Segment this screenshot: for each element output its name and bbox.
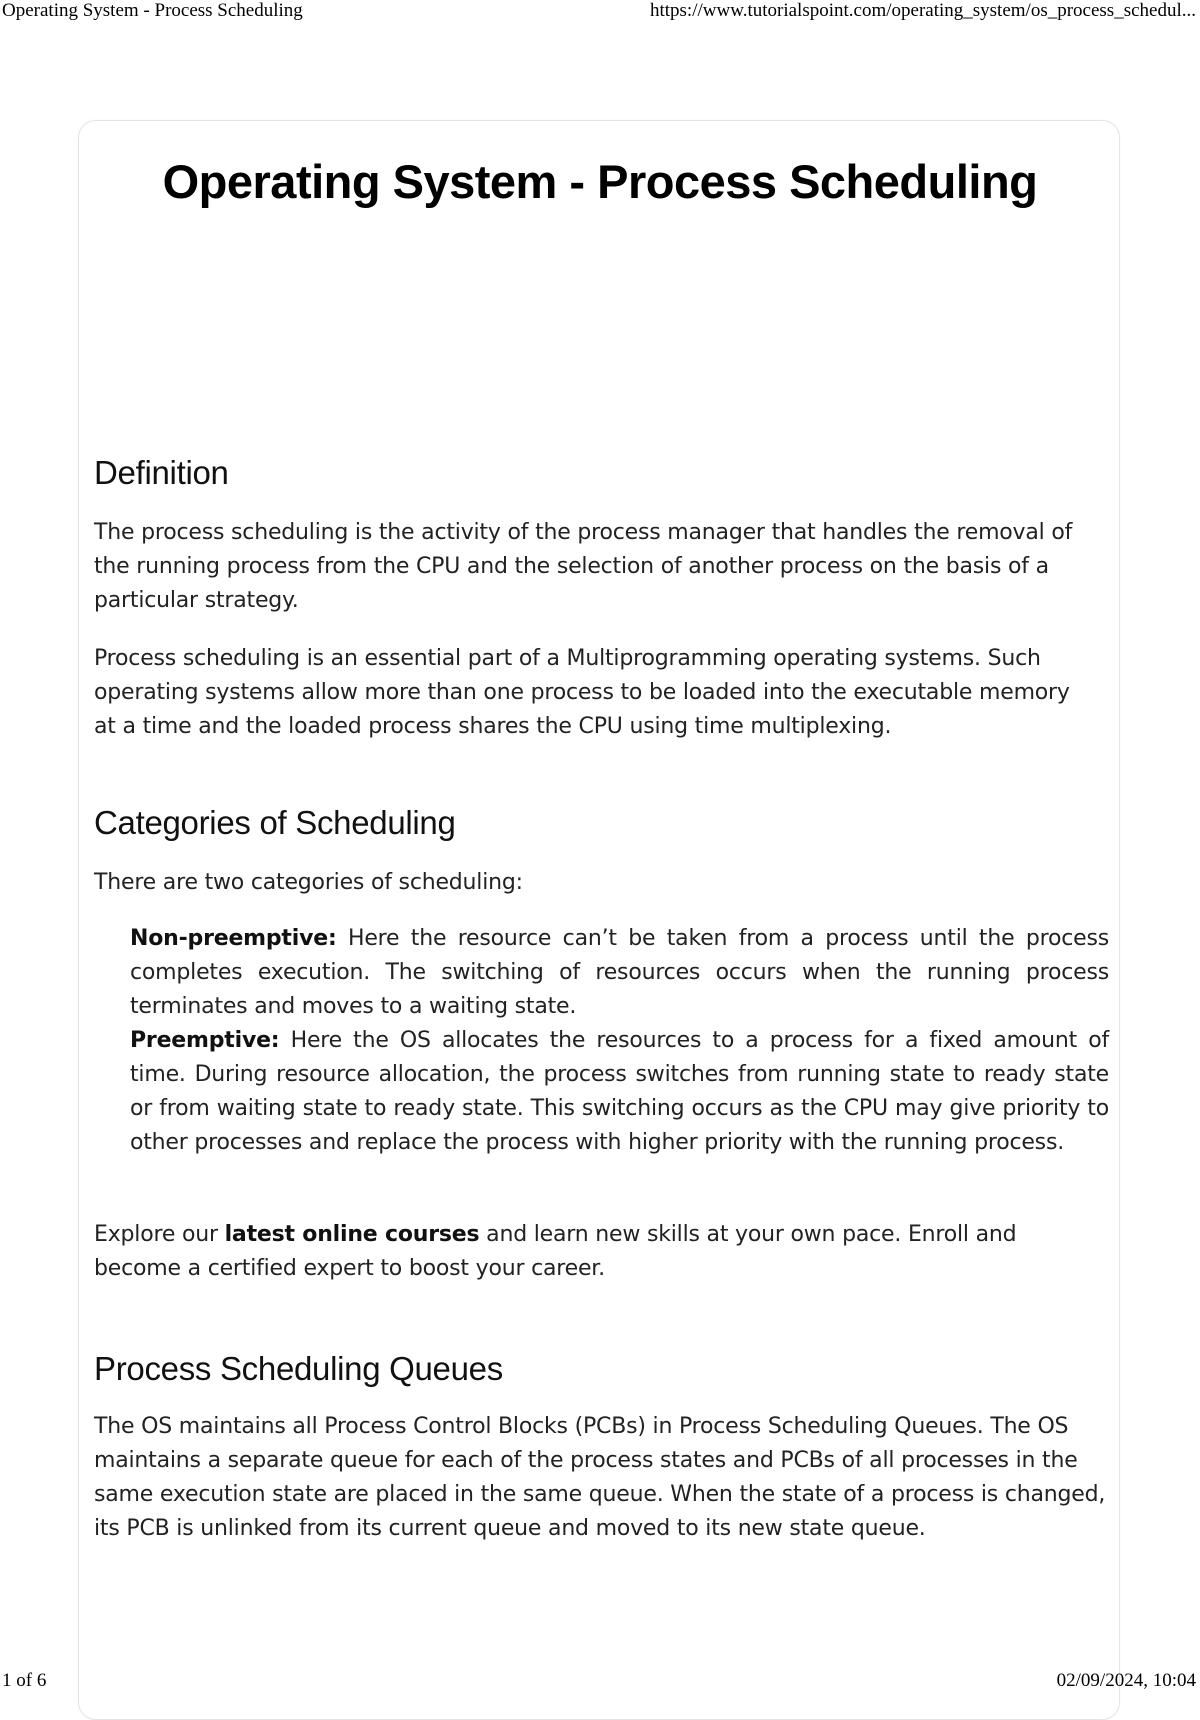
promo-before: Explore our bbox=[94, 1222, 225, 1247]
definition-paragraph-2: Process scheduling is an essential part of a Multiprogramming operating systems. Such operating systems allow more than one process to be loaded into the executable memory at a time and the loaded process shares the CPU using time multiplexing. bbox=[94, 646, 1070, 739]
print-header-title: Operating System - Process Scheduling bbox=[2, 0, 303, 21]
list-item-term: Preemptive: bbox=[130, 1028, 280, 1053]
latest-courses-link[interactable]: latest online courses bbox=[224, 1222, 480, 1247]
list-item bbox=[130, 1024, 1109, 1160]
list-item-text: Here the resource can’t be taken from a process until the process completes execution. The switching of resources occurs when the running process terminates and moves to a waiting state. bbox=[130, 926, 1109, 1019]
categories-list bbox=[130, 922, 1109, 1160]
print-header bbox=[0, 0, 1200, 26]
categories-intro: There are two categories of scheduling: bbox=[94, 870, 523, 895]
queues-heading: Process Scheduling Queues bbox=[94, 1350, 503, 1387]
promo-after: and learn new skills at your own pace. Enroll and become a certified expert to boost your career. bbox=[94, 1222, 1017, 1281]
list-item bbox=[130, 922, 1109, 1024]
print-datetime: 02/09/2024, 10:04 bbox=[1056, 1670, 1196, 1691]
page-counter: 1 of 6 bbox=[2, 1670, 47, 1691]
list-item-term: Non-preemptive: bbox=[130, 926, 337, 951]
definition-paragraph-1: The process scheduling is the activity of the process manager that handles the removal of the running process from the CPU and the selection of another process on the basis of a particular strategy. bbox=[94, 520, 1073, 613]
print-header-url: https://www.tutorialspoint.com/operating_system/os_process_schedul... bbox=[649, 0, 1196, 21]
courses-promo bbox=[94, 1218, 1094, 1286]
page-title: Operating System - Process Scheduling bbox=[162, 155, 1038, 208]
queues-paragraph: The OS maintains all Process Control Blocks (PCBs) in Process Scheduling Queues. The OS maintains a separate queue for each of the process states and PCBs of all processes in the same execution state are placed in the same queue. When the state of a process is changed, its PCB is unlinked from its current queue and moved to its new state queue. bbox=[94, 1414, 1106, 1541]
categories-heading: Categories of Scheduling bbox=[94, 804, 456, 841]
print-footer bbox=[0, 1670, 1200, 1694]
list-item-text: Here the OS allocates the resources to a process for a fixed amount of time. During resource allocation, the process switches from running state to ready state or from waiting state to ready state. This switching occurs as the CPU may give priority to other processes and replace the process with higher priority with the running process. bbox=[130, 1028, 1109, 1155]
definition-heading: Definition bbox=[94, 454, 229, 491]
